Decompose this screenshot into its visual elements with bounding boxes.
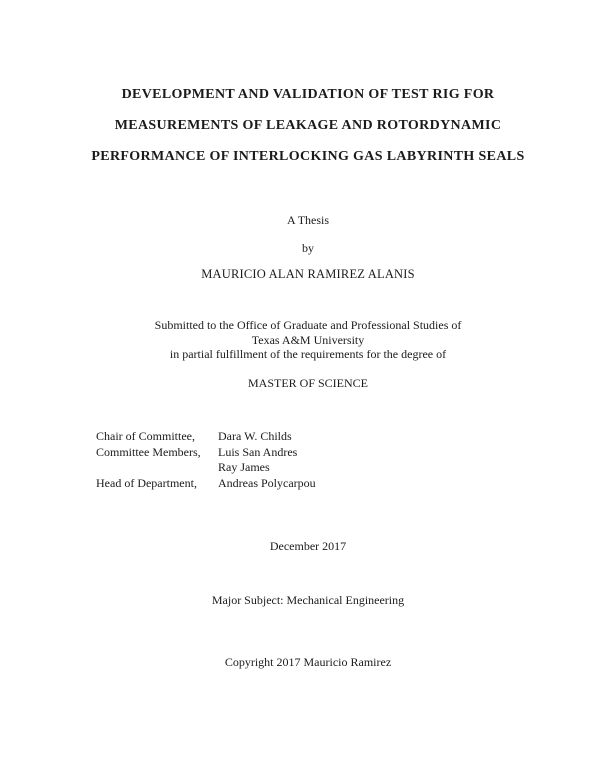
- committee-member-name: Ray James: [218, 460, 270, 475]
- copyright-notice: Copyright 2017 Mauricio Ramirez: [224, 655, 392, 669]
- author-name: MAURICIO ALAN RAMIREZ ALANIS: [201, 267, 415, 281]
- committee-list: [96, 429, 316, 491]
- by-label: by: [302, 241, 314, 255]
- committee-row: [96, 429, 316, 445]
- major-subject: Major Subject: Mechanical Engineering: [211, 593, 405, 607]
- committee-role-label: Chair of Committee,: [96, 429, 195, 443]
- thesis-title-line-3: PERFORMANCE OF INTERLOCKING GAS LABYRINTH SEALS: [91, 149, 525, 164]
- committee-member-name: Luis San Andres: [218, 444, 298, 459]
- thesis-title-line-2: MEASUREMENTS OF LEAKAGE AND ROTORDYNAMIC: [114, 118, 502, 133]
- committee-member-name: Dara W. Childs: [218, 429, 292, 443]
- committee-role-label: Committee Members,: [96, 444, 201, 459]
- committee-row: [96, 445, 316, 461]
- submission-line-1: Submitted to the Office of Graduate and Professional Studies of: [154, 318, 462, 332]
- submission-line-3: in partial fulfillment of the requirements for the degree of: [169, 347, 447, 361]
- submission-statement: [18, 318, 598, 362]
- committee-row: [96, 476, 316, 492]
- thesis-title-line-1: DEVELOPMENT AND VALIDATION OF TEST RIG FOR: [121, 87, 495, 102]
- committee-role-label: [96, 460, 218, 476]
- committee-row: [96, 460, 316, 476]
- graduation-date: December 2017: [269, 539, 347, 553]
- thesis-label: A Thesis: [286, 213, 330, 227]
- degree-name: MASTER OF SCIENCE: [247, 376, 369, 390]
- committee-member-name: Andreas Polycarpou: [218, 475, 316, 490]
- submission-line-2: Texas A&M University: [251, 332, 365, 347]
- committee-role-label: Head of Department,: [96, 475, 197, 490]
